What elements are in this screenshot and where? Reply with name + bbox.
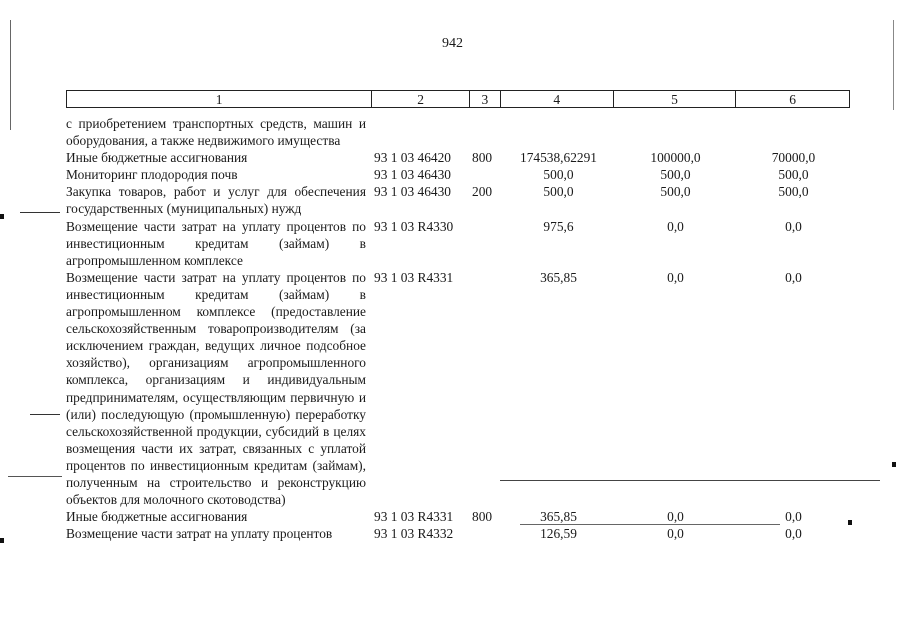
- row-code: 93 1 03 R4330: [374, 218, 454, 234]
- header-col-4: 4: [501, 91, 614, 107]
- row-value-4: 975,6: [543, 218, 574, 234]
- row-value-5: 500,0: [660, 184, 691, 200]
- scan-mark: [8, 476, 62, 477]
- row-code: 93 1 03 R4332: [374, 526, 454, 542]
- row-value-4: 126,59: [540, 526, 577, 542]
- row-value-6: 500,0: [778, 184, 809, 200]
- row-type: [472, 166, 503, 183]
- header-col-3: 3: [470, 91, 501, 107]
- row-value-5: 0,0: [667, 509, 684, 525]
- row-value-6: 0,0: [785, 269, 802, 285]
- row-name: Закупка товаров, работ и услуг для обеспечения государственных (муниципальных) нужд: [66, 184, 366, 217]
- table-row: [66, 166, 850, 183]
- scan-mark: [848, 520, 852, 525]
- row-type: [472, 525, 503, 542]
- row-value-6: 70000,0: [771, 150, 816, 166]
- row-value-5: 0,0: [667, 526, 684, 542]
- table-row: [66, 183, 850, 217]
- row-value-5: 0,0: [667, 218, 684, 234]
- row-name: Возмещение части затрат на уплату процентов: [66, 526, 333, 542]
- row-value-6: [737, 115, 850, 149]
- row-name: Возмещение части затрат на уплату процентов по инвестиционным кредитам (займам) в агропромышленном комплексе (предоставление сельскохозяйственным товаропроизводителям (за исключением граждан, ведущих личное подсобное хозяйство), организациям агропромышленного комплекса, организациям и индивидуальным предпринимателям, осуществляющим первичную и (или) последующую (промышленную) переработку сельскохозяйственной продукции, субсидий в целях возмещения части их затрат, связанных с уплатой процентов по инвестиционным кредитам (займам), полученным на строительство и реконструкцию объектов для молочного скотоводства): [66, 269, 366, 508]
- scan-mark: [892, 462, 896, 467]
- scan-mark: [0, 538, 4, 543]
- table-header: [66, 90, 850, 108]
- row-code: 93 1 03 46430: [374, 184, 451, 200]
- row-type: [472, 115, 503, 149]
- table-row: [66, 149, 850, 166]
- row-code: [366, 115, 472, 149]
- table-row: [66, 218, 850, 269]
- table-row: [66, 525, 850, 542]
- row-value-4: 174538,62291: [520, 150, 597, 166]
- page-number: 942: [442, 36, 463, 51]
- row-type: 200: [472, 184, 493, 200]
- row-value-6: 500,0: [778, 167, 809, 183]
- row-value-5: 500,0: [660, 167, 691, 183]
- row-value-4: 500,0: [543, 167, 574, 183]
- row-code: 93 1 03 R4331: [374, 269, 454, 285]
- row-code: 93 1 03 46430: [374, 167, 451, 183]
- row-value-4: 365,85: [540, 269, 577, 285]
- row-value-4: [503, 115, 614, 149]
- row-value-5: 100000,0: [650, 150, 701, 166]
- scan-mark: [20, 212, 60, 213]
- header-col-5: 5: [614, 91, 737, 107]
- table-body: [66, 115, 850, 542]
- row-value-6: 0,0: [785, 526, 802, 542]
- row-code: 93 1 03 46420: [374, 150, 451, 166]
- row-type: [472, 218, 503, 269]
- scan-mark: [520, 524, 780, 525]
- scan-mark: [500, 480, 880, 481]
- header-col-2: 2: [372, 91, 470, 107]
- row-name: Мониторинг плодородия почв: [66, 167, 238, 183]
- header-col-6: 6: [789, 92, 797, 107]
- row-type: 800: [472, 150, 493, 166]
- row-value-4: 365,85: [540, 509, 577, 525]
- row-value-6: 0,0: [785, 509, 802, 525]
- row-value-5: [614, 115, 737, 149]
- row-type: 800: [472, 509, 493, 525]
- row-value-5: 0,0: [667, 269, 684, 285]
- row-value-6: 0,0: [785, 218, 802, 234]
- scan-mark: [0, 214, 4, 219]
- row-value-4: 500,0: [543, 184, 574, 200]
- row-name: Иные бюджетные ассигнования: [66, 150, 248, 166]
- row-type: [472, 269, 503, 508]
- header-col-1: 1: [67, 91, 372, 107]
- row-name: Возмещение части затрат на уплату процентов по инвестиционным кредитам (займам) в агропромышленном комплексе: [66, 218, 366, 268]
- row-code: 93 1 03 R4331: [374, 509, 454, 525]
- row-name: с приобретением транспортных средств, машин и оборудования, а также недвижимого имущества: [66, 116, 366, 149]
- table-row: [66, 508, 850, 525]
- table-row: [66, 115, 850, 149]
- scan-mark: [30, 414, 60, 415]
- row-name: Иные бюджетные ассигнования: [66, 509, 248, 525]
- table-row: [66, 269, 850, 508]
- scan-edge-right: [893, 20, 894, 110]
